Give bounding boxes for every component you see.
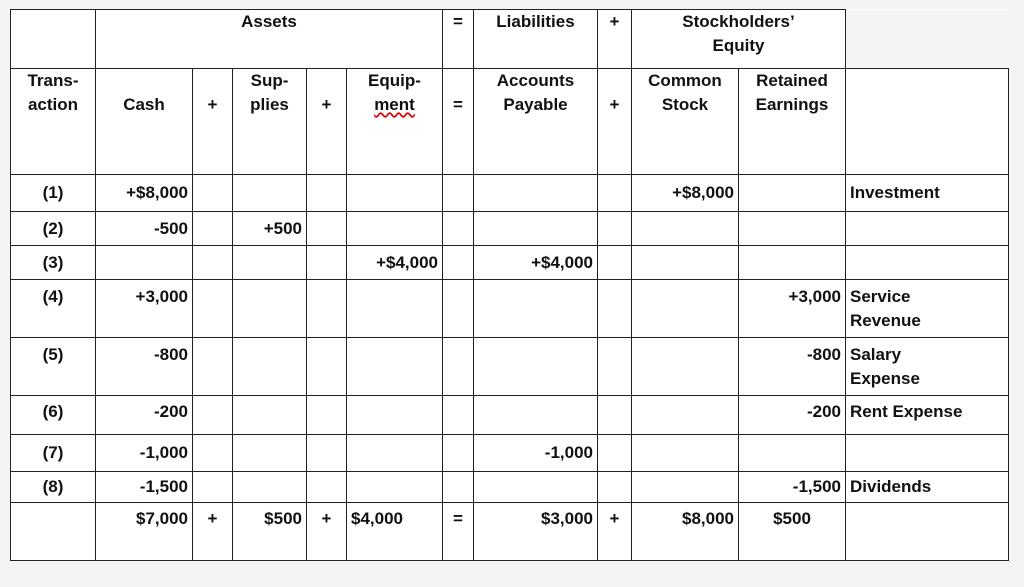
total-retained-earnings: $500 — [739, 503, 846, 561]
note-cell — [846, 396, 1009, 435]
header-liabilities: Liabilities — [474, 10, 598, 69]
transaction-number: (8) — [11, 472, 96, 503]
total-cash: $7,000 — [96, 503, 193, 561]
note-cell — [846, 280, 1009, 338]
total-equals: = — [443, 503, 474, 561]
retained-earnings-cell — [739, 175, 846, 212]
plus-cell — [307, 435, 347, 472]
cash-cell — [96, 246, 193, 280]
header-equals-2 — [443, 69, 474, 175]
total-supplies: $500 — [233, 503, 307, 561]
common-stock-cell — [632, 396, 739, 435]
transaction-number: (1) — [11, 175, 96, 212]
total-plus-3: + — [598, 503, 632, 561]
equipment-cell — [347, 212, 443, 246]
retained-earnings-cell: +3,000 — [739, 280, 846, 338]
header-corner — [11, 10, 96, 69]
note-cell — [846, 435, 1009, 472]
plus-cell — [193, 472, 233, 503]
header-stockholders-equity — [632, 10, 846, 69]
common-stock-cell — [632, 338, 739, 396]
common-stock-cell — [632, 472, 739, 503]
header-common-line2: Stock — [661, 95, 709, 114]
plus-cell — [307, 472, 347, 503]
supplies-cell: +500 — [233, 212, 307, 246]
plus-cell — [598, 435, 632, 472]
cash-cell: +3,000 — [96, 280, 193, 338]
retained-earnings-cell: -200 — [739, 396, 846, 435]
note-line1: Service — [850, 287, 911, 306]
spacer — [311, 69, 342, 93]
accounting-equation-table — [10, 9, 1009, 561]
supplies-cell — [233, 396, 307, 435]
header-transaction-line1: Trans- — [27, 71, 79, 90]
header-equity-line1: Stockholders’ — [682, 12, 795, 31]
equipment-cell — [347, 472, 443, 503]
header-cash — [96, 69, 193, 175]
note-cell — [846, 212, 1009, 246]
accounts-payable-cell — [474, 212, 598, 246]
equals-cell — [443, 246, 474, 280]
header-retained-earnings — [739, 69, 846, 175]
cash-cell: -1,500 — [96, 472, 193, 503]
supplies-cell — [233, 338, 307, 396]
plus-cell — [598, 338, 632, 396]
supplies-cell — [233, 280, 307, 338]
header-plus-3-label: + — [609, 95, 620, 114]
common-stock-cell: +$8,000 — [632, 175, 739, 212]
plus-cell — [307, 396, 347, 435]
equals-cell — [443, 175, 474, 212]
plus-cell — [307, 280, 347, 338]
transaction-number: (5) — [11, 338, 96, 396]
total-plus-1: + — [193, 503, 233, 561]
equipment-cell: +$4,000 — [347, 246, 443, 280]
cash-cell: -200 — [96, 396, 193, 435]
header-plus-2 — [307, 69, 347, 175]
supplies-cell — [233, 246, 307, 280]
plus-cell — [598, 175, 632, 212]
header-common-line1: Common — [648, 71, 722, 90]
table-row — [11, 280, 1009, 338]
note-cell — [846, 175, 1009, 212]
accounts-payable-cell — [474, 396, 598, 435]
plus-cell — [598, 212, 632, 246]
transaction-number: (2) — [11, 212, 96, 246]
equipment-cell — [347, 338, 443, 396]
plus-cell — [193, 396, 233, 435]
plus-cell — [598, 280, 632, 338]
header-plus-1-label: + — [207, 95, 218, 114]
note-cell — [846, 338, 1009, 396]
plus-cell — [193, 280, 233, 338]
header-equipment — [347, 69, 443, 175]
transaction-number: (3) — [11, 246, 96, 280]
table-row — [11, 212, 1009, 246]
note-line1: Salary — [850, 345, 902, 364]
header-supplies-line2: plies — [250, 95, 289, 114]
header-cash-spacer — [100, 69, 188, 93]
plus-cell — [598, 396, 632, 435]
common-stock-cell — [632, 435, 739, 472]
header-notes — [846, 69, 1009, 175]
plus-cell — [307, 246, 347, 280]
spacer — [602, 69, 627, 93]
cash-cell: +$8,000 — [96, 175, 193, 212]
accounts-payable-cell: -1,000 — [474, 435, 598, 472]
plus-cell — [598, 472, 632, 503]
table-row — [11, 338, 1009, 396]
totals-row — [11, 503, 1009, 561]
plus-cell — [193, 338, 233, 396]
header-retained-line1: Retained — [756, 71, 828, 90]
header-equity-line2: Equity — [712, 36, 765, 55]
table-row — [11, 435, 1009, 472]
header-retained-line2: Earnings — [755, 95, 829, 114]
accounts-payable-cell — [474, 175, 598, 212]
header-row-top — [11, 10, 1009, 69]
spacer — [197, 69, 228, 93]
note-line2: Revenue — [850, 311, 921, 330]
equals-cell — [443, 280, 474, 338]
header-accounts-line2: Payable — [503, 95, 568, 114]
header-row-sub — [11, 69, 1009, 175]
totals-label-cell — [11, 503, 96, 561]
totals-note-cell — [846, 503, 1009, 561]
plus-cell — [193, 175, 233, 212]
plus-cell — [193, 435, 233, 472]
accounting-equation-table-wrapper — [10, 9, 1009, 561]
header-equals: = — [443, 10, 474, 69]
equipment-cell — [347, 396, 443, 435]
total-accounts-payable: $3,000 — [474, 503, 598, 561]
header-equipment-line2: ment — [374, 95, 415, 114]
header-accounts-payable — [474, 69, 598, 175]
header-supplies-line1: Sup- — [250, 71, 289, 90]
retained-earnings-cell — [739, 435, 846, 472]
total-common-stock: $8,000 — [632, 503, 739, 561]
cash-cell: -500 — [96, 212, 193, 246]
plus-cell — [307, 338, 347, 396]
header-transaction — [11, 69, 96, 175]
header-accounts-line1: Accounts — [496, 71, 575, 90]
table-row — [11, 472, 1009, 503]
header-plus-1 — [193, 69, 233, 175]
total-equipment: $4,000 — [347, 503, 443, 561]
supplies-cell — [233, 435, 307, 472]
supplies-cell — [233, 175, 307, 212]
retained-earnings-cell: -800 — [739, 338, 846, 396]
cash-cell: -1,000 — [96, 435, 193, 472]
table-row — [11, 246, 1009, 280]
retained-earnings-cell — [739, 212, 846, 246]
equipment-cell — [347, 175, 443, 212]
accounts-payable-cell: +$4,000 — [474, 246, 598, 280]
plus-cell — [193, 212, 233, 246]
total-plus-2: + — [307, 503, 347, 561]
equals-cell — [443, 212, 474, 246]
equals-cell — [443, 472, 474, 503]
spacer — [447, 69, 469, 93]
header-assets: Assets — [96, 10, 443, 69]
accounts-payable-cell — [474, 280, 598, 338]
header-equipment-line1: Equip- — [368, 71, 421, 90]
header-cash-label: Cash — [123, 95, 165, 114]
equals-cell — [443, 338, 474, 396]
header-blank-right — [846, 10, 1009, 69]
table-row — [11, 396, 1009, 435]
header-equals-2-label: = — [453, 95, 463, 114]
accounts-payable-cell — [474, 338, 598, 396]
plus-cell — [307, 212, 347, 246]
equipment-cell — [347, 435, 443, 472]
equals-cell — [443, 435, 474, 472]
header-plus-2-label: + — [321, 95, 332, 114]
plus-cell — [193, 246, 233, 280]
common-stock-cell — [632, 280, 739, 338]
header-plus-3 — [598, 69, 632, 175]
header-supplies — [233, 69, 307, 175]
cash-cell: -800 — [96, 338, 193, 396]
transaction-number: (4) — [11, 280, 96, 338]
common-stock-cell — [632, 246, 739, 280]
transaction-number: (7) — [11, 435, 96, 472]
equals-cell — [443, 396, 474, 435]
table-row — [11, 175, 1009, 212]
supplies-cell — [233, 472, 307, 503]
note-line2: Expense — [850, 369, 920, 388]
header-transaction-line2: action — [27, 95, 79, 114]
note-line1: Investment — [850, 183, 940, 202]
header-common-stock — [632, 69, 739, 175]
note-cell — [846, 472, 1009, 503]
plus-cell — [598, 246, 632, 280]
note-line1: Rent Expense — [850, 402, 963, 421]
header-plus: + — [598, 10, 632, 69]
plus-cell — [307, 175, 347, 212]
note-line1: Dividends — [850, 477, 932, 496]
note-cell — [846, 246, 1009, 280]
equipment-cell — [347, 280, 443, 338]
accounts-payable-cell — [474, 472, 598, 503]
retained-earnings-cell: -1,500 — [739, 472, 846, 503]
transaction-number: (6) — [11, 396, 96, 435]
retained-earnings-cell — [739, 246, 846, 280]
common-stock-cell — [632, 212, 739, 246]
